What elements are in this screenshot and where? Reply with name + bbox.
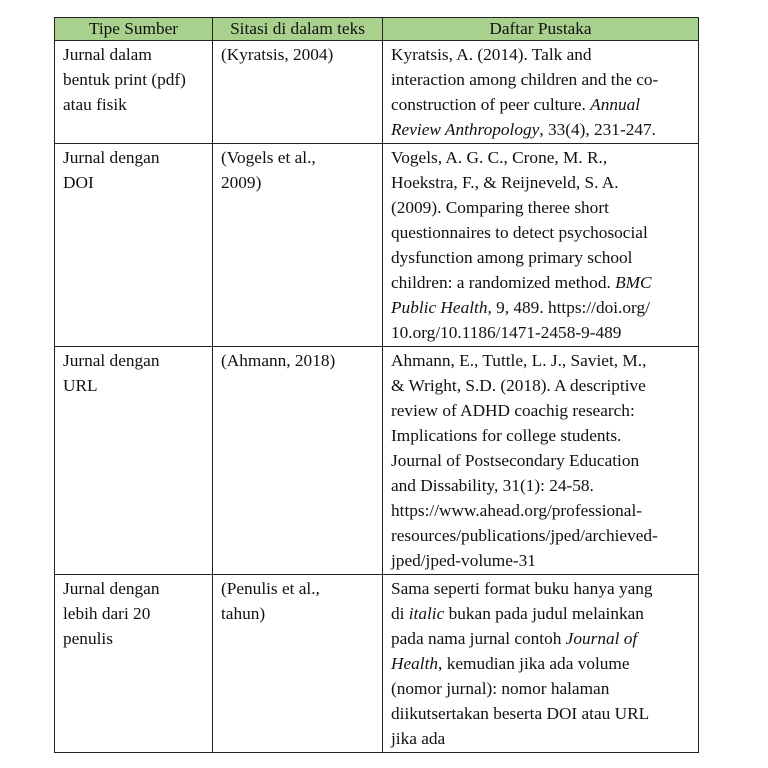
reference-format-table xyxy=(54,17,699,753)
reference-text: Implications for college students. xyxy=(391,426,622,445)
reference-line xyxy=(391,117,694,142)
reference-text: bukan pada judul melainkan xyxy=(444,604,644,623)
reference-line xyxy=(391,67,694,92)
reference-line xyxy=(391,398,694,423)
reference-line xyxy=(391,42,694,67)
reference-text: review of ADHD coachig research: xyxy=(391,401,635,420)
reference-text: 10.org/10.1186/1471-2458-9-489 xyxy=(391,323,622,342)
source-type-cell-line: Jurnal dengan xyxy=(63,351,160,370)
reference-cell xyxy=(383,144,699,347)
reference-line xyxy=(391,651,694,676)
source-type-cell xyxy=(55,575,213,753)
citation-cell-line: (Ahmann, 2018) xyxy=(221,351,336,370)
source-type-cell-line: URL xyxy=(63,376,98,395)
source-type-cell xyxy=(55,144,213,347)
citation-cell-line: 2009) xyxy=(221,173,262,192)
citation-cell xyxy=(213,575,383,753)
table-row xyxy=(55,347,699,575)
reference-line xyxy=(391,270,694,295)
italic-text: Journal of xyxy=(565,629,638,648)
reference-line xyxy=(391,373,694,398)
reference-text: Ahmann, E., Tuttle, L. J., Saviet, M., xyxy=(391,351,647,370)
reference-text: Hoekstra, F., & Reijneveld, S. A. xyxy=(391,173,619,192)
table-header-row xyxy=(55,18,699,41)
reference-text: construction of peer culture. xyxy=(391,95,591,114)
citation-cell-line: (Kyratsis, 2004) xyxy=(221,45,334,64)
reference-line xyxy=(391,726,694,751)
table-row xyxy=(55,41,699,144)
reference-text: jped/jped-volume-31 xyxy=(391,551,536,570)
reference-text: (nomor jurnal): nomor halaman xyxy=(391,679,610,698)
reference-cell xyxy=(383,575,699,753)
source-type-cell-line: DOI xyxy=(63,173,94,192)
reference-text: di xyxy=(391,604,409,623)
reference-line xyxy=(391,498,694,523)
header-in-text-citation: Sitasi di dalam teks xyxy=(213,18,383,41)
reference-text: pada nama jurnal contoh xyxy=(391,629,566,648)
italic-text: Health xyxy=(391,654,439,673)
citation-cell xyxy=(213,41,383,144)
reference-text: children: a randomized method. xyxy=(391,273,616,292)
italic-text: BMC xyxy=(615,273,652,292)
reference-line xyxy=(391,195,694,220)
table-row xyxy=(55,575,699,753)
table-row xyxy=(55,144,699,347)
reference-text: jika ada xyxy=(391,729,446,748)
reference-text: interaction among children and the co- xyxy=(391,70,659,89)
reference-text: questionnaires to detect psychosocial xyxy=(391,223,648,242)
reference-line xyxy=(391,448,694,473)
reference-line xyxy=(391,423,694,448)
reference-text: Kyratsis, A. (2014). Talk and xyxy=(391,45,592,64)
reference-text: and Dissability, 31(1): 24-58. xyxy=(391,476,594,495)
italic-text: Review Anthropology xyxy=(391,120,540,139)
reference-cell xyxy=(383,347,699,575)
header-bibliography: Daftar Pustaka xyxy=(383,18,699,41)
source-type-cell-line: lebih dari 20 xyxy=(63,604,151,623)
italic-text: italic xyxy=(408,604,445,623)
reference-line xyxy=(391,170,694,195)
reference-line xyxy=(391,576,694,601)
reference-line xyxy=(391,145,694,170)
reference-line xyxy=(391,473,694,498)
reference-text: Vogels, A. G. C., Crone, M. R., xyxy=(391,148,608,167)
source-type-cell xyxy=(55,41,213,144)
reference-line xyxy=(391,676,694,701)
reference-text: , 33(4), 231-247. xyxy=(539,120,656,139)
reference-line xyxy=(391,601,694,626)
reference-text: Sama seperti format buku hanya yang xyxy=(391,579,653,598)
reference-cell xyxy=(383,41,699,144)
reference-text: , 9, 489. https://doi.org/ xyxy=(487,298,650,317)
reference-text: dysfunction among primary school xyxy=(391,248,633,267)
reference-text: , kemudian jika ada volume xyxy=(438,654,630,673)
citation-cell-line: (Penulis et al., xyxy=(221,579,320,598)
reference-line xyxy=(391,548,694,573)
citation-cell xyxy=(213,347,383,575)
reference-line xyxy=(391,523,694,548)
reference-line xyxy=(391,220,694,245)
reference-line xyxy=(391,92,694,117)
citation-cell-line: tahun) xyxy=(221,604,266,623)
citation-cell xyxy=(213,144,383,347)
source-type-cell-line: Jurnal dengan xyxy=(63,148,160,167)
reference-text: https://www.ahead.org/professional- xyxy=(391,501,643,520)
reference-text: diikutsertakan beserta DOI atau URL xyxy=(391,704,650,723)
source-type-cell-line: penulis xyxy=(63,629,113,648)
reference-line xyxy=(391,348,694,373)
reference-line xyxy=(391,320,694,345)
source-type-cell xyxy=(55,347,213,575)
source-type-cell-line: Jurnal dengan xyxy=(63,579,160,598)
reference-text: (2009). Comparing theree short xyxy=(391,198,609,217)
header-source-type: Tipe Sumber xyxy=(55,18,213,41)
reference-text: resources/publications/jped/archieved- xyxy=(391,526,658,545)
source-type-cell-line: bentuk print (pdf) xyxy=(63,70,186,89)
citation-cell-line: (Vogels et al., xyxy=(221,148,316,167)
reference-line xyxy=(391,626,694,651)
reference-line xyxy=(391,295,694,320)
source-type-cell-line: Jurnal dalam xyxy=(63,45,152,64)
reference-line xyxy=(391,701,694,726)
source-type-cell-line: atau fisik xyxy=(63,95,127,114)
reference-text: Journal of Postsecondary Education xyxy=(391,451,640,470)
italic-text: Annual xyxy=(590,95,641,114)
reference-line xyxy=(391,245,694,270)
italic-text: Public Health xyxy=(391,298,488,317)
reference-text: & Wright, S.D. (2018). A descriptive xyxy=(391,376,646,395)
